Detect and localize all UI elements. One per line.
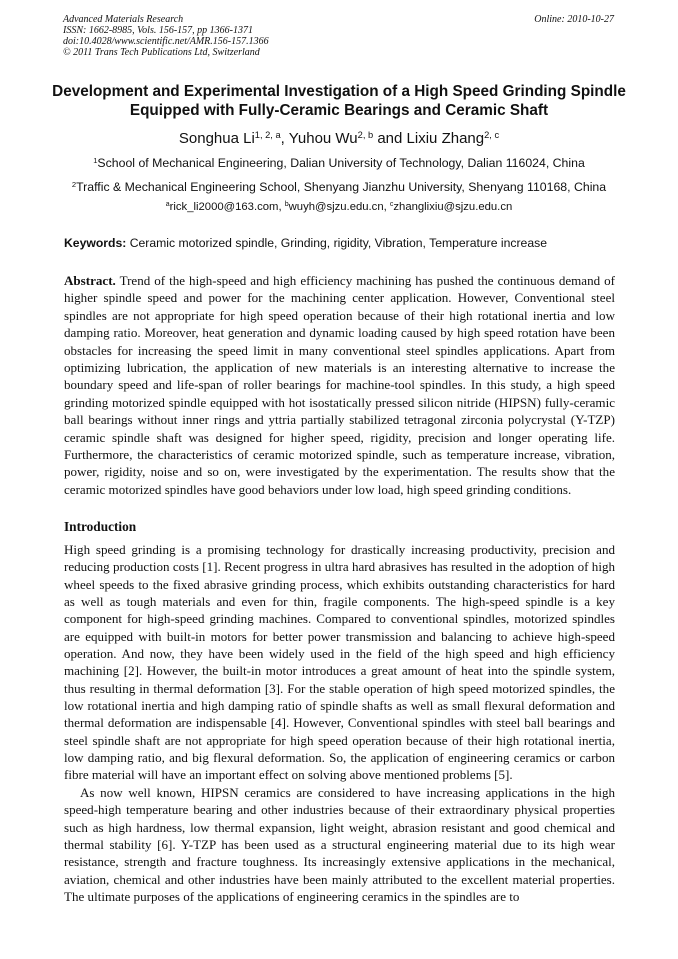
affiliation-text: Traffic & Mechanical Engineering School, Shenyang Jianzhu University, Shenyang 110168, China	[76, 180, 607, 194]
intro-paragraph-2: As now well known, HIPSN ceramics are considered to have increasing applications in the high speed-high temperature bearing and other industries because of their extraordinary physical properties such as high hardness, low thermal expansion, light weight, abrasion resistant and good chemical and thermal stability [6]. Y-TZP has been used as a structural engineering material due to its high wear resistance, strength and fracture toughness. Its increasingly extensive applications in the mechanical, aviation, chemical and other industries have been mainly attributed to the excellent material properties. The ultimate purposes of the applications of engineering ceramics in the spindles are to	[64, 784, 615, 904]
intro-paragraph-1: High speed grinding is a promising technology for drastically increasing productivity, precision and reducing production costs [1]. Recent progress in ultra hard abrasives has resulted in the adoption of high wheel speeds to the fixed abrasive grinding process, which exhibits outstanding characteristics for hard as well as tough materials and even for thin, fragile components. The high-speed spindle is a key component for high-speed grinding machines. Compared to conventional spindles, motorized spindles are equipped with built-in motors for better power transmission and balancing to achieve high-speed operation. And now, they have been widely used in the field of the high speed and high efficiency machining [2]. However, the built-in motor introduces a great amount of heat into the spindle system, thus resulting in thermal deformation [3]. For the stable operation of high speed motorized spindles, the low rotational inertia and high damping ratio of spindle shafts as well as small flexural deformation and thermal deformation are indispensable [4]. However, Conventional spindles with steel ball bearings and steel spindle shaft are not appropriate for high speed operation because of their high rotational inertia, low damping ratio, and big flexural deformation. So, the application of engineering ceramics or carbon fibre material will have an important effect on solving above mentioned problems [5].	[64, 542, 615, 783]
email-link[interactable]: zhanglixiu@sjzu.edu.cn	[393, 201, 513, 213]
issn-line: ISSN: 1662-8985, Vols. 156-157, pp 1366-1371	[63, 25, 253, 36]
author-list	[40, 130, 638, 148]
email-sup: c	[389, 201, 394, 209]
author-name: Songhua Li	[178, 130, 255, 147]
keywords-text: Ceramic motorized spindle, Grinding, rigidity, Vibration, Temperature increase	[126, 236, 547, 250]
doi-line: doi:10.4028/www.scientific.net/AMR.156-157.1366	[63, 36, 269, 47]
journal-header	[63, 14, 363, 58]
introduction-body	[64, 541, 615, 905]
author-separator: and	[373, 130, 407, 147]
journal-name: Advanced Materials Research	[63, 14, 184, 25]
keywords-label: Keywords:	[64, 236, 127, 250]
copyright-line: © 2011 Trans Tech Publications Ltd, Switzerland	[63, 47, 260, 58]
affiliation-sup: 1	[93, 155, 98, 165]
affiliation-sup: 2	[71, 179, 77, 189]
email-link[interactable]: wuyh@sjzu.edu.cn,	[288, 201, 390, 213]
author-affil-sup: 2, c	[484, 129, 500, 140]
affiliation-text: School of Mechanical Engineering, Dalian University of Technology, Dalian 116024, China	[97, 156, 585, 170]
author-name: Lixiu Zhang	[406, 130, 485, 147]
email-sup: b	[284, 201, 289, 209]
keywords	[64, 236, 624, 251]
email-sup: a	[165, 201, 170, 209]
author-affil-sup: 2, b	[357, 129, 374, 140]
author-separator: ,	[280, 130, 289, 147]
author-affil-sup: 1, 2, a	[254, 129, 281, 140]
online-date: Online: 2010-10-27	[534, 14, 614, 25]
abstract-text: Trend of the high-speed and high efficiency machining has pushed the continuous demand of higher spindle speed and power for the machining center application. However, Conventional steel spindles are not appropriate for high speed operation because of their high rotational inertia and low damping ratio. Moreover, heat generation and dynamic loading caused by high speed rotation have been obstacles for increasing the speed limit in many conventional steel spindles applications. Apart from optimizing lubrication, the application of new materials is an interesting alternative to increase the boundary speed and life-span of roller bearings for machine-tool spindles. In this study, a high speed grinding motorized spindle equipped with hot isostatically pressed silicon nitride (HIPSN) fully-ceramic ball bearings without inner rings and yttria partially stabilized tetragonal zirconia polycrystal (Y-TZP) ceramic spindle shaft was designed for higher speed, rigidity, precision and longer operating life. Furthermore, the characteristics of ceramic motorized spindle, such as temperature increase, vibration, power, rigidity, noise and so on, were investigated by the experimentation. The results show that the ceramic motorized spindles have good behaviors under low load, high speed grinding conditions.	[64, 273, 615, 497]
abstract	[64, 272, 615, 498]
author-name: Yuhou Wu	[288, 130, 358, 147]
introduction-heading: Introduction	[64, 519, 137, 534]
affiliation-2	[40, 180, 638, 195]
email-list	[40, 200, 638, 215]
email-link[interactable]: rick_li2000@163.com,	[169, 201, 285, 213]
affiliation-1	[40, 156, 638, 171]
paper-title: Development and Experimental Investigation of a High Speed Grinding Spindle Equipped with Fully-Ceramic Bearings and Ceramic Shaft	[52, 83, 626, 119]
abstract-label: Abstract.	[64, 273, 116, 288]
